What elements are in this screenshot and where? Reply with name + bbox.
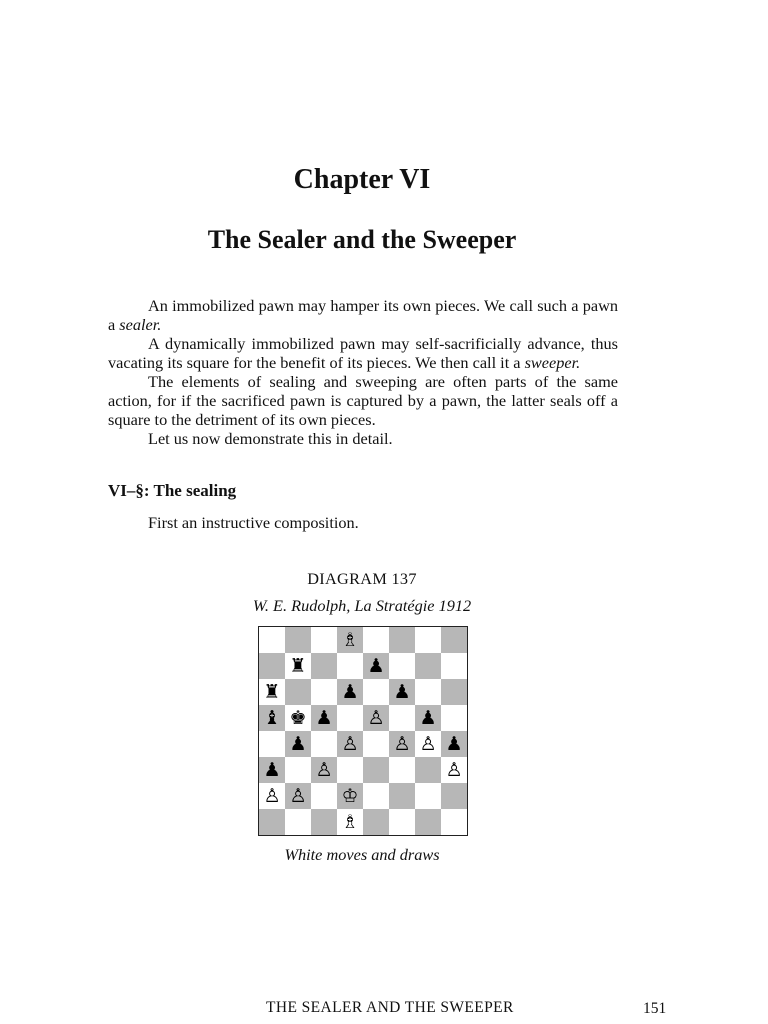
board-square [415,705,441,731]
board-square [311,757,337,783]
board-square [441,809,467,835]
board-square [389,731,415,757]
diagram-source: W. E. Rudolph, La Stratégie 1912 [252,596,472,615]
board-square [337,653,363,679]
board-square [259,679,285,705]
diagram-caption: White moves and draws [284,845,440,864]
paragraph [108,334,618,372]
board-square [285,705,311,731]
black-pawn-icon: ♟ [367,654,385,677]
board-square [259,653,285,679]
board-square [259,757,285,783]
black-bishop-icon: ♝ [263,706,281,729]
board-square [441,757,467,783]
board-square [337,757,363,783]
white-pawn-icon: ♙ [341,732,359,755]
board-square [415,653,441,679]
board-square [389,705,415,731]
board-square [441,679,467,705]
board-square [441,653,467,679]
white-bishop-icon: ♗ [341,628,359,651]
white-pawn-icon: ♙ [289,784,307,807]
board-square [389,627,415,653]
board-square [441,705,467,731]
running-head: THE SEALER AND THE SWEEPER [266,999,514,1016]
board-square [389,783,415,809]
board-square [285,627,311,653]
board-square [363,627,389,653]
board-square [441,783,467,809]
page-number: 151 [643,1000,667,1017]
black-pawn-icon: ♟ [263,758,281,781]
black-rook-icon: ♜ [263,680,281,703]
italic-term: sweeper. [524,353,581,372]
board-square [311,653,337,679]
white-pawn-icon: ♙ [263,784,281,807]
board-square [337,679,363,705]
black-pawn-icon: ♟ [419,706,437,729]
board-square [259,627,285,653]
board-square [389,679,415,705]
board-square [441,731,467,757]
board-square [311,679,337,705]
board-square [285,653,311,679]
board-square [259,731,285,757]
board-square [363,757,389,783]
board-square [415,731,441,757]
board-square [285,679,311,705]
section-intro: First an instructive composition. [148,513,359,532]
board-square [311,783,337,809]
board-square [337,809,363,835]
body-text [108,296,618,448]
board-square [285,731,311,757]
board-square [311,627,337,653]
white-pawn-icon: ♙ [367,706,385,729]
black-rook-icon: ♜ [289,654,307,677]
diagram-label: DIAGRAM 137 [307,569,417,588]
board-square [389,757,415,783]
italic-term: sealer. [119,315,162,334]
board-square [285,809,311,835]
black-king-icon: ♚ [289,706,307,729]
white-king-icon: ♔ [341,784,359,807]
board-square [285,757,311,783]
black-pawn-icon: ♟ [289,732,307,755]
text-run: An immobilized pawn may hamper its own pieces. We call such a pawn a [108,296,618,334]
chess-board [258,626,468,836]
board-square [259,705,285,731]
board-square [363,653,389,679]
text-run: Let us now demonstrate this in detail. [148,429,393,448]
white-pawn-icon: ♙ [445,758,463,781]
board-square [337,731,363,757]
black-pawn-icon: ♟ [393,680,411,703]
board-square [441,627,467,653]
board-square [415,783,441,809]
board-square [363,679,389,705]
board-square [415,627,441,653]
black-pawn-icon: ♟ [315,706,333,729]
white-pawn-icon: ♙ [419,732,437,755]
board-square [363,731,389,757]
board-square [415,809,441,835]
text-run: A dynamically immobilized pawn may self-sacrificially advance, thus vacating its square for the benefit of its pieces. We then call it a [108,334,618,372]
board-square [259,783,285,809]
black-pawn-icon: ♟ [445,732,463,755]
board-square [389,653,415,679]
board-square [285,783,311,809]
board-square [363,809,389,835]
board-square [337,783,363,809]
board-square [415,679,441,705]
paragraph [108,372,618,429]
white-bishop-icon: ♗ [341,810,359,833]
board-square [337,627,363,653]
text-run: The elements of sealing and sweeping are often parts of the same action, for if the sacrificed pawn is captured by a pawn, the latter seals off a square to the detriment of its own pieces. [108,372,618,429]
board-square [337,705,363,731]
section-heading: VI–§: The sealing [108,481,237,500]
chapter-title: The Sealer and the Sweeper [207,225,517,254]
paragraph [108,296,618,334]
chapter-number: Chapter VI [293,164,431,195]
board-square [389,809,415,835]
board-square [311,705,337,731]
white-pawn-icon: ♙ [315,758,333,781]
board-square [311,809,337,835]
white-pawn-icon: ♙ [393,732,411,755]
board-square [311,731,337,757]
black-pawn-icon: ♟ [341,680,359,703]
board-square [415,757,441,783]
paragraph [108,429,618,448]
board-square [259,809,285,835]
board-square [363,705,389,731]
board-square [363,783,389,809]
